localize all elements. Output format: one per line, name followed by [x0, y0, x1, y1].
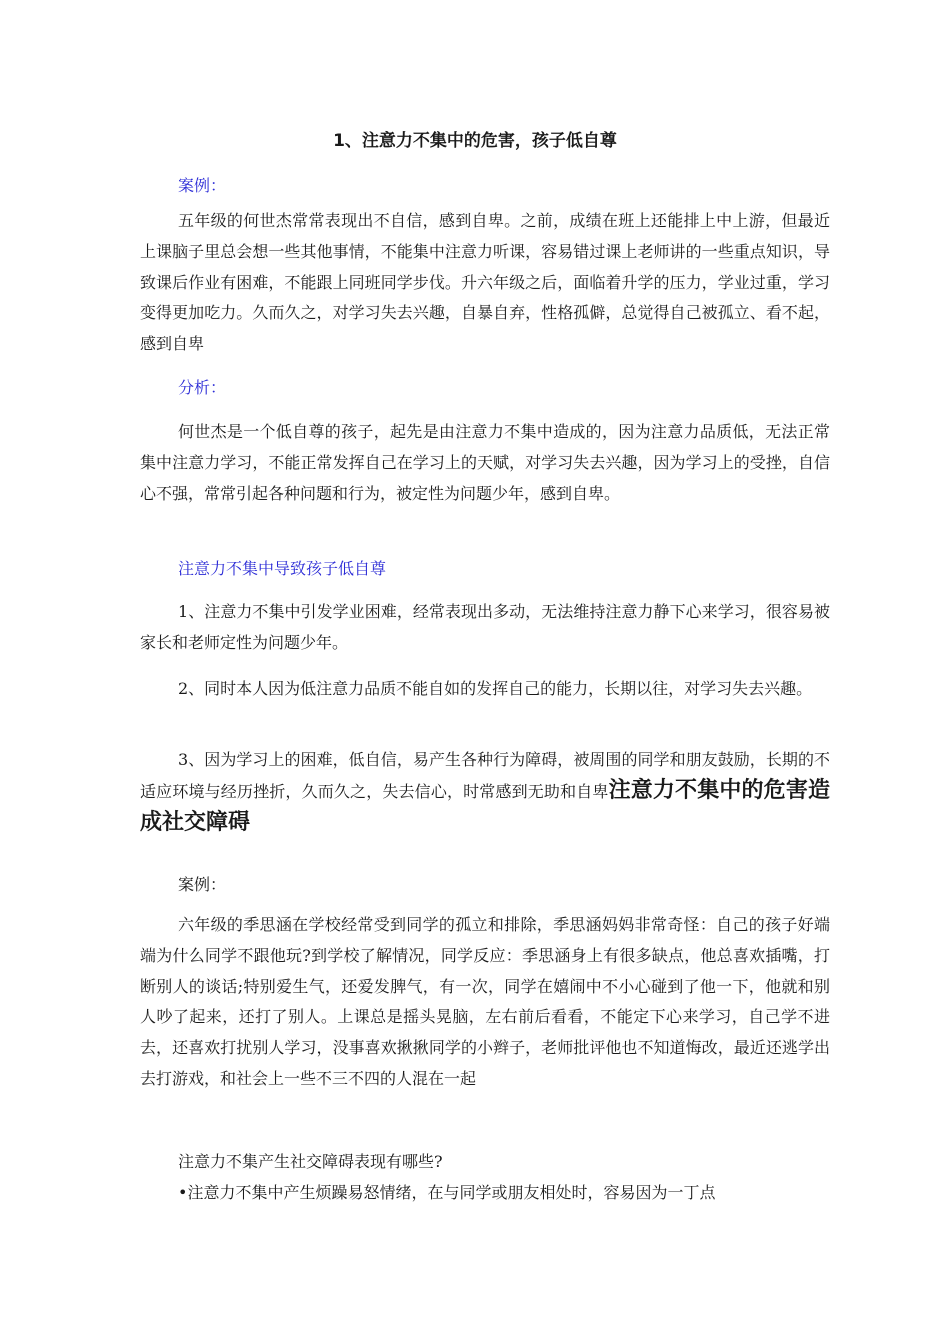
point-3 — [140, 744, 830, 839]
case-paragraph-1: 五年级的何世杰常常表现出不自信，感到自卑。之前，成绩在班上还能排上中上游，但最近上课脑子里总会想一些其他事情，不能集中注意力听课，容易错过课上老师讲的一些重点知识，导致课后作业有困难，不能跟上同班同学步伐。升六年级之后，面临着升学的压力，学业过重，学习变得更加吃力。久而久之，对学习失去兴趣，自暴自弃，性格孤僻，总觉得自己被孤立、看不起，感到自卑 — [140, 211, 830, 354]
point-3-text: 3、因为学习上的困难，低自信，易产生各种行为障碍，被周围的同学和朋友鼓励，长期的不适应环境与经历挫折，久而久之，失去信心，时常感到无助和自卑 — [140, 750, 830, 801]
case-label-2: 案例： — [178, 875, 227, 894]
question-heading: 注意力不集产生社交障碍表现有哪些? — [178, 1152, 443, 1171]
case-paragraph-2: 六年级的季思涵在学校经常受到同学的孤立和排除，季思涵妈妈非常奇怪：自己的孩子好端端为什么同学不跟他玩?到学校了解情况，同学反应：季思涵身上有很多缺点，他总喜欢插嘴，打断别人的谈话;特别爱生气，还爱发脾气，有一次，同学在嬉闹中不小心碰到了他一下，他就和别人吵了起来，还打了别人。上课总是摇头晃脑，左右前后看看，不能定下心来学习，自己学不进去，还喜欢打扰别人学习，没事喜欢揪揪同学的小辫子，老师批评他也不知道悔改，最近还逃学出去打游戏，和社会上一些不三不四的人混在一起 — [140, 915, 830, 1088]
point-2: 2、同时本人因为低注意力品质不能自如的发挥自己的能力，长期以往，对学习失去兴趣。 — [178, 679, 813, 698]
page-title: 1、注意力不集中的危害，孩子低自尊 — [333, 131, 617, 151]
analysis-label: 分析： — [178, 378, 227, 397]
analysis-paragraph: 何世杰是一个低自尊的孩子，起先是由注意力不集中造成的，因为注意力品质低，无法正常集中注意力学习，不能正常发挥自己在学习上的天赋，对学习失去兴趣，因为学习上的受挫，自信心不强，常常引起各种问题和行为，被定性为问题少年，感到自卑。 — [140, 422, 830, 503]
bullet-1: •注意力不集中产生烦躁易怒情绪，在与同学或朋友相处时，容易因为一丁点 — [178, 1183, 716, 1202]
subheading-low-self-esteem: 注意力不集中导致孩子低自尊 — [178, 559, 387, 578]
section-heading-social: 注意力不集中的危害造成社交障碍 — [140, 778, 830, 835]
case-label-1: 案例： — [178, 176, 227, 195]
point-1: 1、注意力不集中引发学业困难，经常表现出多动，无法维持注意力静下心来学习，很容易被家长和老师定性为问题少年。 — [140, 602, 830, 652]
